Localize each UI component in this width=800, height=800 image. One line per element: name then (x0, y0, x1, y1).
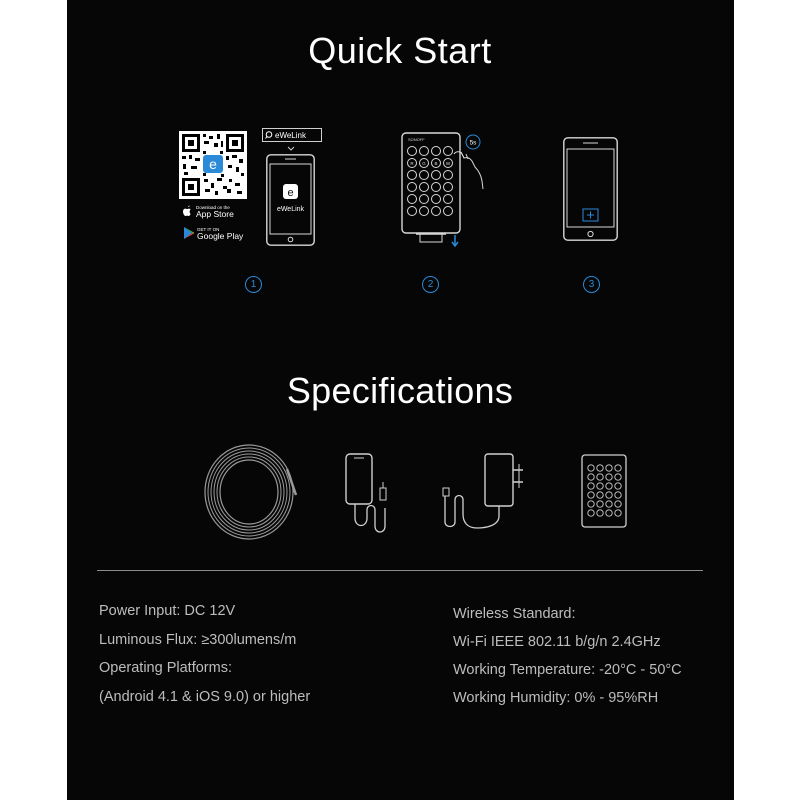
specifications-title: Specifications (286, 370, 514, 411)
remote-brand: SONOFF (408, 137, 425, 142)
remote-hold-illustration (398, 128, 488, 250)
quick-start-title: Quick Start (308, 30, 492, 71)
rf-remote-icon (581, 454, 627, 528)
arrow-down-icon (452, 235, 458, 246)
app-store-small: Download on the (196, 205, 230, 210)
svg-text:e: e (287, 187, 294, 199)
step-number-2: 2 (422, 276, 439, 293)
app-name: eWeLink (276, 206, 305, 213)
step-number-1: 1 (245, 276, 262, 293)
hand-icon (454, 152, 483, 189)
hold-time: 5s (469, 139, 477, 147)
search-text: eWeLink (275, 131, 306, 140)
search-icon (266, 132, 272, 138)
svg-text:e: e (209, 156, 217, 172)
chevron-down-icon (287, 146, 295, 151)
remote-key-b: B (434, 161, 438, 166)
google-play-badge[interactable] (183, 225, 245, 243)
controller-cable-icon (343, 452, 393, 534)
phone-add-device (563, 137, 618, 241)
spec-operating-platforms: Operating Platforms: (99, 660, 232, 676)
led-strip-coil-icon (203, 441, 299, 541)
remote-key-w: W (445, 161, 451, 166)
app-store-badge[interactable] (183, 203, 245, 221)
spec-platform-versions: (Android 4.1 & iOS 9.0) or higher (99, 689, 311, 705)
spec-wireless-standard: Wireless Standard: (453, 606, 576, 622)
qr-code-icon (179, 131, 247, 199)
spec-power-input: Power Input: DC 12V (99, 603, 236, 619)
divider (97, 570, 703, 571)
spec-wifi: Wi-Fi IEEE 802.11 b/g/n 2.4GHz (453, 634, 661, 650)
app-store-big: App Store (196, 209, 234, 219)
google-play-big: Google Play (197, 231, 244, 241)
google-play-small: GET IT ON (197, 227, 220, 232)
spec-working-humidity: Working Humidity: 0% - 95%RH (453, 690, 659, 706)
app-search-bar (262, 128, 322, 142)
phone-ewelink (266, 154, 315, 246)
step-number-3: 3 (583, 276, 600, 293)
remote-key-r: R (410, 161, 414, 166)
remote-key-g: G (422, 161, 426, 166)
spec-luminous-flux: Luminous Flux: ≥300lumens/m (99, 632, 297, 648)
power-adapter-icon (437, 448, 535, 534)
spec-working-temperature: Working Temperature: -20°C - 50°C (453, 662, 682, 678)
